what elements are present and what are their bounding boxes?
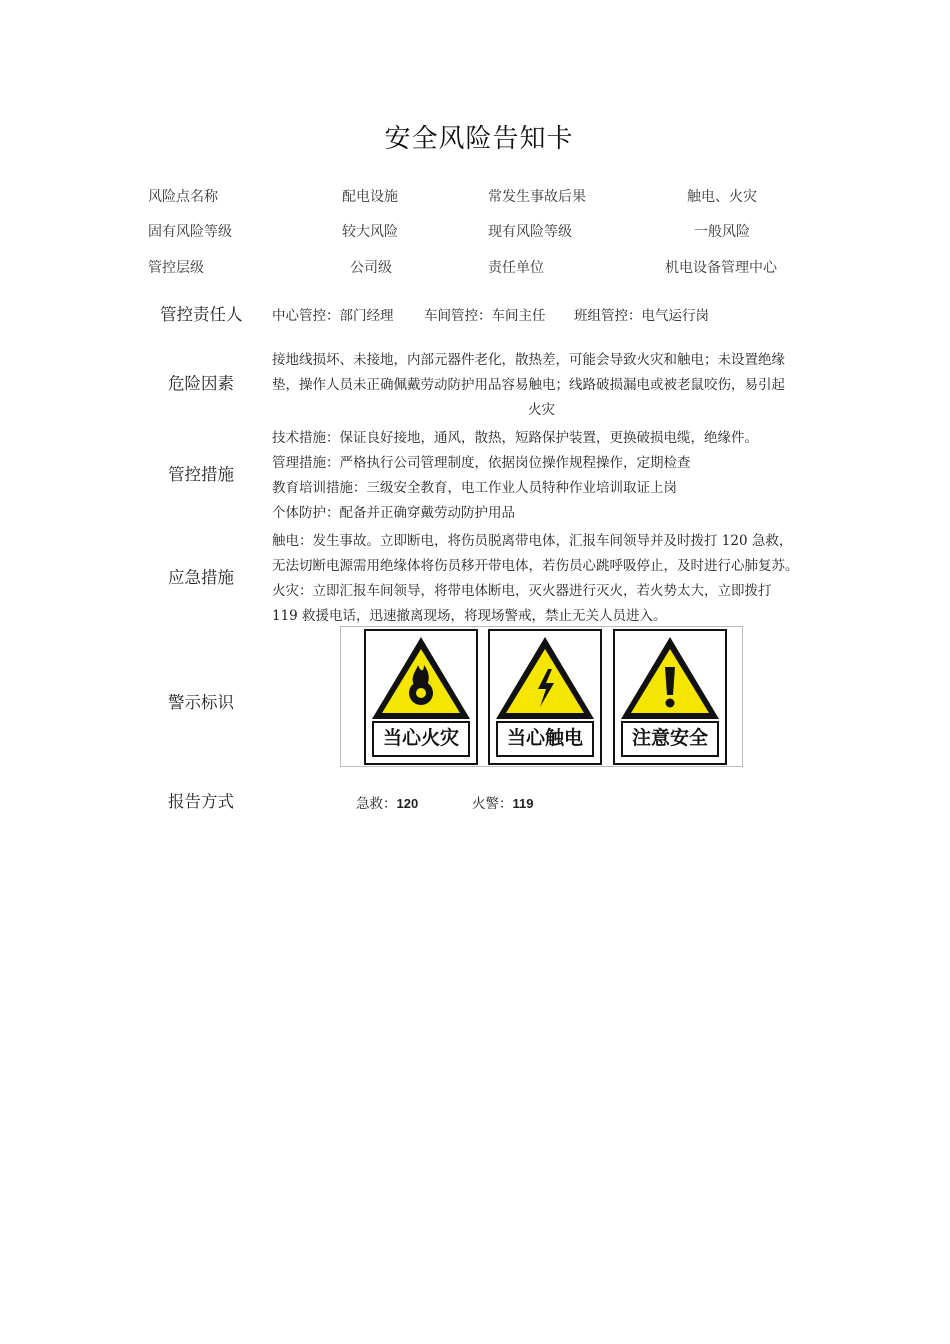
warning-signs-label: 警示标识 [168,693,234,712]
technical-measures-text: 技术措施：保证良好接地，通风，散热，短路保护装置，更换破损电缆，绝缘件。 [272,430,758,446]
responsible-person-label: 管控责任人 [160,305,243,324]
emergency-text-line-1: 触电：发生事故。立即断电，将伤员脱离带电体，汇报车间领导并及时拨打 120 急救， [272,533,793,549]
accident-consequence-label: 常发生事故后果 [488,189,586,205]
fire-alarm-label: 火警： [472,796,513,812]
warning-signs-panel [340,626,743,767]
current-risk-label: 现有风险等级 [488,224,572,240]
first-aid-number: 120 [396,796,419,811]
first-aid-label: 急救： [356,796,397,812]
responsible-unit-value: 机电设备管理中心 [665,260,777,276]
emergency-text-line-2: 无法切断电源需用绝缘体将伤员移开带电体，若伤员心跳呼吸停止，及时进行心肺复苏。 [272,558,799,574]
team-control-text: 班组管控：电气运行岗 [574,308,709,324]
fire-warning-sign [364,629,478,765]
lightning-icon [490,631,600,725]
management-measures-text: 管理措施：严格执行公司管理制度，依据岗位操作规程操作，定期检查 [272,455,691,471]
first-aid-contact [356,792,418,812]
current-risk-value: 一般风险 [694,224,750,240]
emergency-measures-label: 应急措施 [168,568,234,587]
training-measures-text: 教育培训措施：三级安全教育，电工作业人员特种作业培训取证上岗 [272,480,677,496]
risk-point-name-value: 配电设施 [342,189,398,205]
report-method-label: 报告方式 [168,792,234,811]
emergency-text-line-3: 火灾：立即汇报车间领导，将带电体断电，灭火器进行灭火，若火势太大，立即拨打 [272,583,772,599]
caution-sign-text: 注意安全 [621,721,719,757]
ppe-measures-text: 个体防护：配备并正确穿戴劳动防护用品 [272,505,515,521]
hazard-text-line-2: 垫，操作人员未正确佩戴劳动防护用品容易触电；线路破损漏电或被老鼠咬伤，易引起 [272,377,785,393]
hazard-text-line-3: 火灾 [528,402,555,418]
fire-icon [366,631,476,725]
workshop-control-text: 车间管控：车间主任 [424,308,546,324]
accident-consequence-value: 触电、火灾 [687,189,757,205]
electric-shock-sign-text: 当心触电 [496,721,594,757]
control-level-label: 管控层级 [148,260,204,276]
control-level-value: 公司级 [350,260,392,276]
fire-alarm-contact [472,792,533,812]
electric-shock-warning-sign [488,629,602,765]
fire-sign-text: 当心火灾 [372,721,470,757]
hazard-factors-label: 危险因素 [168,374,234,393]
control-measures-label: 管控措施 [168,465,234,484]
exclamation-icon [615,631,725,725]
page-title: 安全风险告知卡 [384,124,574,154]
responsible-unit-label: 责任单位 [488,260,544,276]
emergency-text-line-4: 119 救援电话，迅速撤离现场，将现场警戒，禁止无关人员进入。 [272,608,667,624]
inherent-risk-label: 固有风险等级 [148,224,232,240]
risk-point-name-label: 风险点名称 [148,189,218,205]
inherent-risk-value: 较大风险 [342,224,398,240]
fire-alarm-number: 119 [512,796,534,811]
caution-safety-sign [613,629,727,765]
center-control-text: 中心管控：部门经理 [272,308,394,324]
hazard-text-line-1: 接地线损坏、未接地，内部元器件老化，散热差，可能会导致火灾和触电；未设置绝缘 [272,352,785,368]
